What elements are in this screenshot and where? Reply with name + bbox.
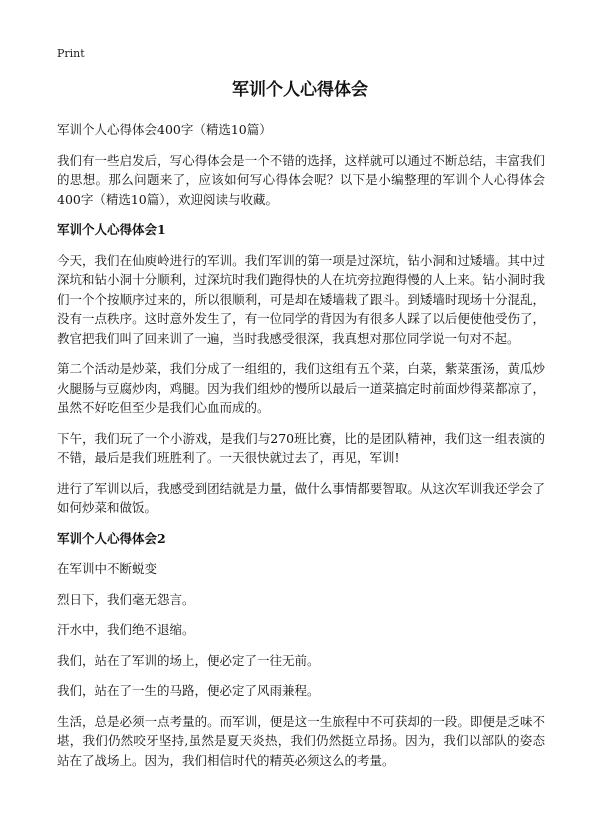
section1-paragraph: 第二个活动是炒菜，我们分成了一组组的，我们这组有五个菜，白菜，紫菜蛋汤，黄瓜炒火腿肠与豆腐炒肉，鸡腿。因为我们组炒的慢所以最后一道菜搞定时前面炒得菜都凉了，虽然不好吃但至少是我们心血而成的。 xyxy=(57,361,545,415)
section2-paragraph: 我们，站在了一生的马路，便必定了风雨兼程。 xyxy=(57,683,320,698)
section-heading-1: 军训个人心得体会1 xyxy=(57,222,166,237)
print-link[interactable]: Print xyxy=(57,47,85,60)
intro-paragraph: 我们有一些启发后，写心得体会是一个不错的选择，这样就可以通过不断总结，丰富我们的思想。那么问题来了，应该如何写心得体会呢？以下是小编整理的军训个人心得体会400字（精选10篇），欢迎阅读与收藏。 xyxy=(57,152,545,207)
section2-paragraph: 生活，总是必须一点考量的。而军训，便是这一生旅程中不可获却的一段。即便是乏味不堪，我们仍然咬牙坚持,虽然是夏天炎热，我们仍然挺立昂扬。因为，我们以部队的姿态站在了战场上。因为，我们相信时代的精英必须这么的考量。 xyxy=(57,713,545,768)
section-heading-2: 军训个人心得体会2 xyxy=(57,530,166,546)
section1-paragraph: 进行了军训以后，我感受到团结就是力量，做什么事情都要智取。从这次军训我还学会了如何炒菜和做饭。 xyxy=(57,480,545,515)
section2-paragraph: 在军训中不断蜕变 xyxy=(57,561,158,576)
section2-paragraph: 我们，站在了军训的场上，便必定了一往无前。 xyxy=(57,652,320,668)
article-body xyxy=(57,120,545,781)
section2-paragraph: 烈日下，我们毫无怨言。 xyxy=(57,591,195,607)
page-title: 军训个人心得体会 xyxy=(232,80,368,100)
article-subtitle: 军训个人心得体会400字（精选10篇） xyxy=(57,122,272,137)
section1-paragraph: 下午，我们玩了一个小游戏，是我们与270班比赛，比的是团队精神，我们这一组表演的不错，最后是我们班胜利了。一天很快就过去了，再见，军训! xyxy=(57,430,545,465)
section2-paragraph: 汗水中，我们绝不退缩。 xyxy=(57,622,195,637)
section1-paragraph: 今天，我们在仙庾岭进行的军训。我们军训的第一项是过深坑，钻小洞和过矮墙。其中过深坑和钻小洞十分顺利，过深坑时我们跑得快的人在坑旁拉跑得慢的人上来。钻小洞时我们一个个按顺序过来的，所以很顺利，可是却在矮墙栽了跟斗。到矮墙时现场十分混乱，没有一点秩序。这时意外发生了，有一位同学的背因为有很多人踩了以后便使他受伤了，教官把我们叫了回来训了一遍，当时我感受很深，我真想对那位同学说一句对不起。 xyxy=(57,252,545,346)
